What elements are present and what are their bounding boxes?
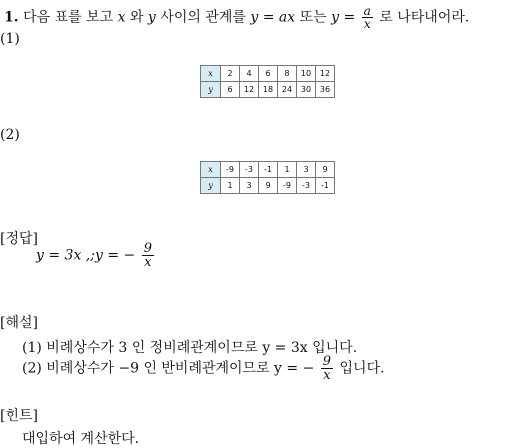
table-cell: 10 <box>297 66 316 82</box>
fraction-denominator: x <box>362 17 373 30</box>
formula-inverse-left: y = <box>331 9 356 26</box>
table-cell: 9 <box>259 178 278 194</box>
answer-fraction <box>142 242 154 269</box>
var-y: y <box>147 9 156 26</box>
table-cell: -1 <box>316 178 335 194</box>
var-x: x <box>117 9 126 26</box>
table-cell: -3 <box>297 178 316 194</box>
table-cell: 30 <box>297 82 316 98</box>
y-header-cell: y <box>201 82 221 98</box>
table-cell: 36 <box>316 82 335 98</box>
x-header-cell: x <box>201 66 221 82</box>
fraction-numerator: 9 <box>322 354 332 369</box>
table-row <box>201 82 335 98</box>
x-header-cell: x <box>201 162 221 178</box>
table-cell: 24 <box>278 82 297 98</box>
fraction-denominator: x <box>142 255 154 269</box>
fraction-numerator: 9 <box>143 241 152 256</box>
part1-label: (1) <box>0 31 20 47</box>
table-cell: 4 <box>240 66 259 82</box>
y-header-cell: y <box>201 178 221 194</box>
table-cell: -9 <box>221 162 240 178</box>
answer-text: y = 3x ,;y = − <box>36 247 136 264</box>
hint-text: 대입하여 계산한다. <box>22 431 140 447</box>
explanation-line-2 <box>22 355 385 382</box>
part2-table <box>200 161 335 194</box>
table-cell: -1 <box>259 162 278 178</box>
part2-label: (2) <box>0 127 20 143</box>
table-cell: 12 <box>240 82 259 98</box>
part1-table <box>200 65 335 98</box>
table-row <box>201 162 335 178</box>
question-text-mid: 사이의 관계를 <box>160 9 246 26</box>
table-cell: 3 <box>297 162 316 178</box>
explanation-line-2-right: 입니다. <box>339 360 385 377</box>
answer-formula <box>36 242 156 269</box>
explanation-line-2-left: (2) 비례상수가 −9 인 반비례관계이므로 y = − <box>22 360 315 377</box>
table-cell: 1 <box>221 178 240 194</box>
table-cell: 6 <box>259 66 278 82</box>
hint-label: [힌트] <box>0 408 38 424</box>
table-cell: 3 <box>240 178 259 194</box>
question-wa: 와 <box>129 9 144 26</box>
table-cell: 2 <box>221 66 240 82</box>
explanation-line-1: (1) 비례상수가 3 인 정비례관계이므로 y = 3x 입니다. <box>22 340 358 356</box>
formula-direct: y = ax <box>250 9 296 26</box>
question-text-after: 로 나타내어라. <box>379 9 470 26</box>
table-row <box>201 66 335 82</box>
question-text <box>4 5 469 30</box>
answer-label: [정답] <box>0 231 38 247</box>
table-cell: 9 <box>316 162 335 178</box>
table-cell: 8 <box>278 66 297 82</box>
table-row <box>201 178 335 194</box>
question-number: 1. <box>4 9 19 26</box>
explanation-label: [해설] <box>0 315 38 331</box>
table-cell: 1 <box>278 162 297 178</box>
fraction-numerator: a <box>363 4 371 18</box>
explanation-fraction <box>321 355 333 382</box>
question-text-before: 다음 표를 보고 <box>23 9 114 26</box>
formula-inverse-fraction <box>362 5 373 30</box>
fraction-denominator: x <box>321 368 333 382</box>
question-or: 또는 <box>299 9 327 26</box>
table-cell: -3 <box>240 162 259 178</box>
table-cell: 6 <box>221 82 240 98</box>
table-cell: 12 <box>316 66 335 82</box>
table-cell: 18 <box>259 82 278 98</box>
table-cell: -9 <box>278 178 297 194</box>
